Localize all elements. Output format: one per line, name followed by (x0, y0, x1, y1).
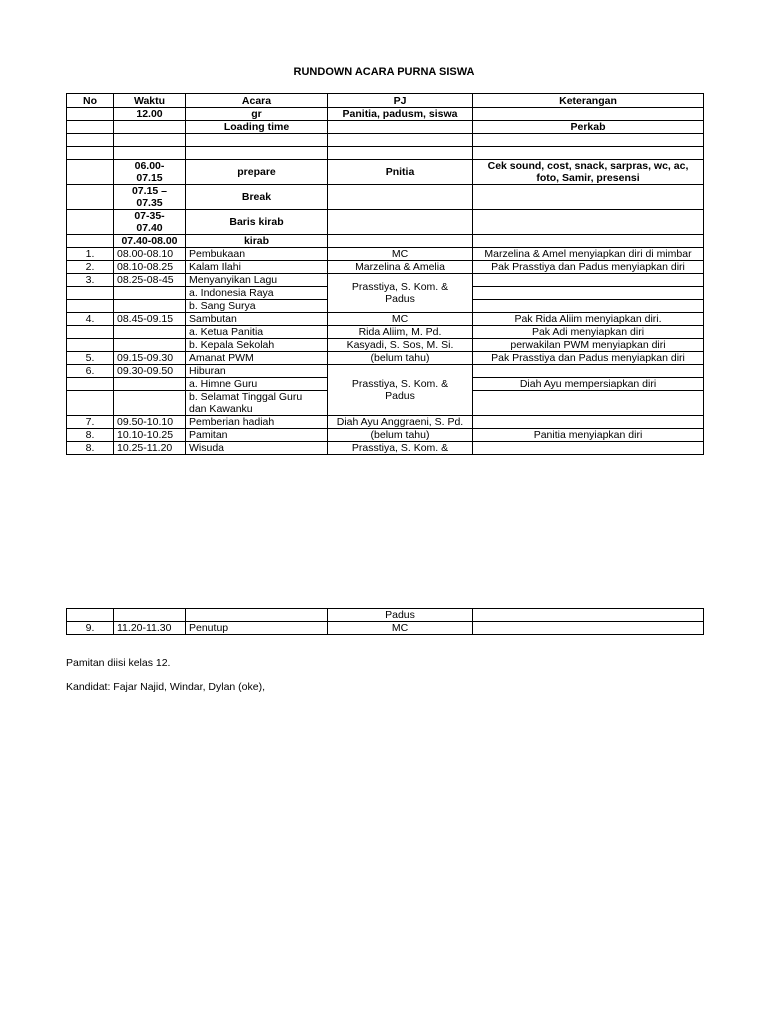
cell-keterangan: Marzelina & Amel menyiapkan diri di mimbar (473, 248, 704, 261)
cell-acara: b. Kepala Sekolah (186, 339, 328, 352)
cell-waktu: 07-35- 07.40 (114, 210, 186, 235)
cell-keterangan: Pak Rida Aliim menyiapkan diri. (473, 313, 704, 326)
cell-keterangan (473, 108, 704, 121)
cell-pj: Prasstiya, S. Kom. & (328, 442, 473, 455)
cell-acara: Penutup (186, 622, 328, 635)
cell-acara: Pemberian hadiah (186, 416, 328, 429)
table-row (67, 609, 704, 622)
cell-keterangan (473, 609, 704, 622)
cell-pj: Panitia, padusm, siswa (328, 108, 473, 121)
cell-no: 9. (67, 622, 114, 635)
cell-no: 8. (67, 442, 114, 455)
cell-keterangan (473, 287, 704, 300)
cell-waktu: 08.00-08.10 (114, 248, 186, 261)
cell-pj: MC (328, 622, 473, 635)
cell-no: 2. (67, 261, 114, 274)
cell-acara: Sambutan (186, 313, 328, 326)
cell-waktu: 08.45-09.15 (114, 313, 186, 326)
cell-waktu (114, 121, 186, 134)
cell-acara: Kalam Ilahi (186, 261, 328, 274)
cell-keterangan (473, 622, 704, 635)
cell-no: 1. (67, 248, 114, 261)
table-row (67, 352, 704, 365)
cell-waktu: 10.25-11.20 (114, 442, 186, 455)
table-row (67, 365, 704, 378)
cell-pj: (belum tahu) (328, 429, 473, 442)
cell-pj: Diah Ayu Anggraeni, S. Pd. (328, 416, 473, 429)
cell-pj: Marzelina & Amelia (328, 261, 473, 274)
cell-pj: Prasstiya, S. Kom. & Padus (328, 365, 473, 416)
cell-acara: Menyanyikan Lagu (186, 274, 328, 287)
cell-pj: MC (328, 248, 473, 261)
cell-pj: Prasstiya, S. Kom. & Padus (328, 274, 473, 313)
table-row (67, 134, 704, 147)
cell-keterangan (473, 391, 704, 416)
document-title: RUNDOWN ACARA PURNA SISWA (293, 66, 475, 78)
table-row (67, 108, 704, 121)
cell-no (67, 609, 114, 622)
cell-keterangan: Pak Prasstiya dan Padus menyiapkan diri (473, 352, 704, 365)
cell-pj: (belum tahu) (328, 352, 473, 365)
cell-acara: Wisuda (186, 442, 328, 455)
cell-keterangan: Panitia menyiapkan diri (473, 429, 704, 442)
cell-keterangan: Pak Adi menyiapkan diri (473, 326, 704, 339)
table-row (67, 261, 704, 274)
cell-waktu: 12.00 (114, 108, 186, 121)
cell-keterangan: Perkab (473, 121, 704, 134)
header-waktu: Waktu (114, 94, 186, 108)
cell-waktu: 09.50-10.10 (114, 416, 186, 429)
cell-pj: Kasyadi, S. Sos, M. Si. (328, 339, 473, 352)
note-kandidat: Kandidat: Fajar Najid, Windar, Dylan (oke), (66, 681, 266, 693)
rundown-table (66, 93, 704, 455)
cell-waktu: 09.15-09.30 (114, 352, 186, 365)
cell-acara: a. Himne Guru (186, 378, 328, 391)
cell-keterangan: perwakilan PWM menyiapkan diri (473, 339, 704, 352)
table-row (67, 274, 704, 287)
cell-acara: Break (186, 185, 328, 210)
cell-waktu: 08.25-08-45 (114, 274, 186, 287)
cell-acara: gr (186, 108, 328, 121)
cell-acara (186, 609, 328, 622)
cell-acara: Pembukaan (186, 248, 328, 261)
header-pj: PJ (328, 94, 473, 108)
table-row (67, 235, 704, 248)
table-row (67, 160, 704, 185)
table-row (67, 210, 704, 235)
cell-no: 8. (67, 429, 114, 442)
cell-no: 5. (67, 352, 114, 365)
table-row (67, 622, 704, 635)
table-row (67, 416, 704, 429)
cell-acara: kirab (186, 235, 328, 248)
header-acara: Acara (186, 94, 328, 108)
cell-keterangan: Diah Ayu mempersiapkan diri (473, 378, 704, 391)
cell-waktu (114, 609, 186, 622)
cell-acara: prepare (186, 160, 328, 185)
cell-waktu: 10.10-10.25 (114, 429, 186, 442)
cell-acara: Hiburan (186, 365, 328, 378)
cell-keterangan: Cek sound, cost, snack, sarpras, wc, ac, foto, Samir, presensi (473, 160, 704, 185)
cell-keterangan (473, 300, 704, 313)
cell-pj (328, 121, 473, 134)
table-row (67, 248, 704, 261)
cell-acara: Loading time (186, 121, 328, 134)
cell-pj: Padus (328, 609, 473, 622)
table-row (67, 185, 704, 210)
cell-acara: b. Sang Surya (186, 300, 328, 313)
rundown-table-continued (66, 608, 704, 635)
cell-no: 3. (67, 274, 114, 287)
note-pamitan: Pamitan diisi kelas 12. (66, 657, 171, 669)
cell-acara: a. Indonesia Raya (186, 287, 328, 300)
cell-pj: MC (328, 313, 473, 326)
cell-no: 4. (67, 313, 114, 326)
cell-keterangan (473, 442, 704, 455)
cell-keterangan (473, 365, 704, 378)
table-row (67, 442, 704, 455)
cell-no: 7. (67, 416, 114, 429)
cell-acara: Amanat PWM (186, 352, 328, 365)
table-row (67, 326, 704, 339)
header-keterangan: Keterangan (473, 94, 704, 108)
header-no: No (67, 94, 114, 108)
table-row (67, 339, 704, 352)
cell-keterangan (473, 416, 704, 429)
cell-acara: a. Ketua Panitia (186, 326, 328, 339)
cell-keterangan (473, 274, 704, 287)
table-row (67, 147, 704, 160)
table-row (67, 121, 704, 134)
cell-waktu: 08.10-08.25 (114, 261, 186, 274)
cell-waktu: 07.40-08.00 (114, 235, 186, 248)
cell-acara: Baris kirab (186, 210, 328, 235)
cell-no: 6. (67, 365, 114, 378)
cell-acara: b. Selamat Tinggal Guru dan Kawanku (186, 391, 328, 416)
table-row (67, 313, 704, 326)
cell-waktu: 09.30-09.50 (114, 365, 186, 378)
cell-keterangan: Pak Prasstiya dan Padus menyiapkan diri (473, 261, 704, 274)
cell-waktu: 06.00- 07.15 (114, 160, 186, 185)
cell-pj: Rida Aliim, M. Pd. (328, 326, 473, 339)
cell-pj: Pnitia (328, 160, 473, 185)
cell-waktu: 11.20-11.30 (114, 622, 186, 635)
table-row (67, 429, 704, 442)
table-header-row (67, 94, 704, 108)
cell-waktu: 07.15 – 07.35 (114, 185, 186, 210)
cell-acara: Pamitan (186, 429, 328, 442)
